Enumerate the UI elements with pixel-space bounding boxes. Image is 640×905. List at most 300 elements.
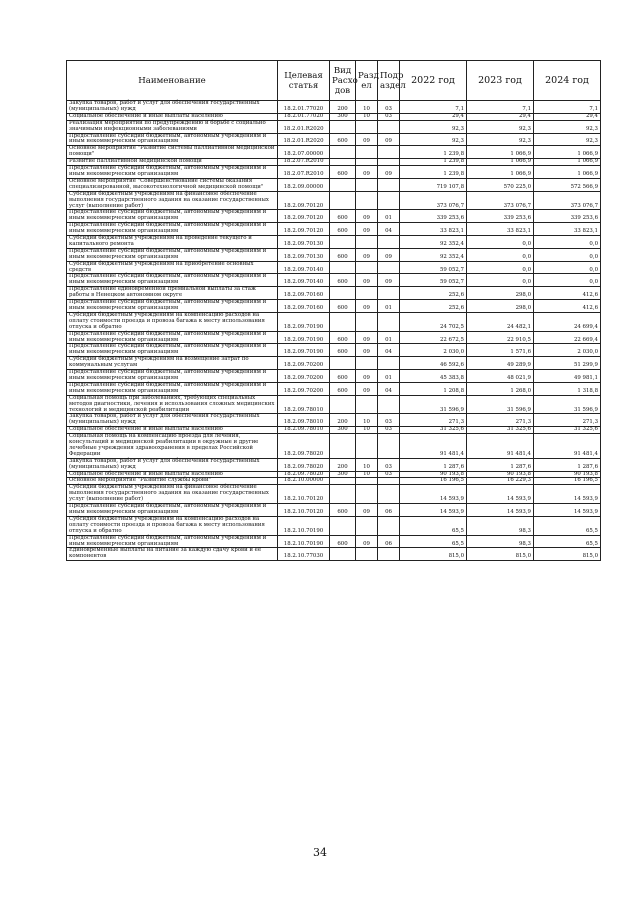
cell-2022: 719 107,8: [400, 178, 467, 191]
cell-2022: 31 325,6: [400, 427, 467, 434]
cell-2022: 24 702,5: [400, 312, 467, 331]
cell-subsection: [378, 478, 400, 485]
cell-2023: 1 066,9: [467, 159, 534, 166]
cell-2024: 815,0: [534, 548, 601, 561]
cell-subsection: 09: [378, 248, 400, 261]
cell-name: Субсидии бюджетным учреждениям на финансовое обеспечение выполнения государственного задания на оказание государственных услуг (выполнение работ): [67, 191, 278, 210]
cell-section: [356, 395, 378, 414]
cell-2023: 14 593,9: [467, 504, 534, 517]
cell-2023: 16 229,3: [467, 478, 534, 485]
cell-section: [356, 159, 378, 166]
table-row: [67, 370, 601, 383]
cell-2024: 92,3: [534, 120, 601, 133]
col-header-2022: 2022 год: [400, 61, 467, 101]
cell-type: 600: [330, 274, 356, 287]
cell-subsection: 03: [378, 458, 400, 471]
cell-2024: 2 030,0: [534, 344, 601, 357]
table-row: [67, 191, 601, 210]
cell-section: 09: [356, 133, 378, 146]
cell-2022: 252,6: [400, 300, 467, 313]
cell-2024: 271,3: [534, 414, 601, 427]
cell-target: 18.2.01.R2020: [278, 120, 330, 133]
cell-target: 18.2.09.70200: [278, 357, 330, 370]
cell-2022: 14 593,9: [400, 485, 467, 504]
cell-2023: 570 225,0: [467, 178, 534, 191]
cell-2024: 49 981,1: [534, 370, 601, 383]
cell-target: 18.2.09.70190: [278, 344, 330, 357]
cell-target: 18.2.09.78020: [278, 458, 330, 471]
cell-subsection: 09: [378, 133, 400, 146]
cell-name: Предоставление субсидий бюджетным, автономным учреждениям и иным некоммерческим организациям: [67, 535, 278, 548]
cell-target: 18.2.09.78020: [278, 434, 330, 459]
cell-2023: 1 571,6: [467, 344, 534, 357]
col-header-subsection: Подр аздел: [378, 61, 400, 101]
cell-type: [330, 287, 356, 300]
cell-2022: 91 481,4: [400, 434, 467, 459]
cell-name: Закупка товаров, работ и услуг для обеспечения государственных (муниципальных) нужд: [67, 414, 278, 427]
table-row: [67, 395, 601, 414]
cell-2023: 0,0: [467, 274, 534, 287]
cell-2023: 24 482,1: [467, 312, 534, 331]
cell-section: [356, 357, 378, 370]
cell-subsection: 09: [378, 274, 400, 287]
cell-type: [330, 434, 356, 459]
table-row: [67, 166, 601, 179]
cell-target: 18.2.09.70160: [278, 287, 330, 300]
cell-type: [330, 395, 356, 414]
cell-section: 10: [356, 101, 378, 114]
cell-name: Закупка товаров, работ и услуг для обеспечения государственных (муниципальных) нужд: [67, 458, 278, 471]
table-row: [67, 274, 601, 287]
cell-subsection: [378, 261, 400, 274]
table-row: [67, 146, 601, 159]
cell-2023: 0,0: [467, 261, 534, 274]
cell-name: Основное мероприятие "Развитие системы паллиативной медицинской помощи": [67, 146, 278, 159]
cell-section: 09: [356, 210, 378, 223]
cell-target: 18.2.09.70190: [278, 312, 330, 331]
cell-target: 18.2.09.70190: [278, 331, 330, 344]
budget-table: [66, 60, 601, 561]
cell-type: 600: [330, 504, 356, 517]
cell-2022: 1 239,8: [400, 166, 467, 179]
cell-section: [356, 146, 378, 159]
cell-2023: 1 287,6: [467, 458, 534, 471]
cell-subsection: [378, 159, 400, 166]
cell-section: [356, 548, 378, 561]
cell-2024: 31 596,9: [534, 395, 601, 414]
cell-target: 18.2.10.70120: [278, 504, 330, 517]
cell-name: Предоставление субсидий бюджетным, автономным учреждениям и иным некоммерческим организациям: [67, 331, 278, 344]
cell-subsection: 03: [378, 414, 400, 427]
cell-subsection: [378, 516, 400, 535]
page-number: 34: [313, 846, 327, 859]
cell-2024: 65,5: [534, 535, 601, 548]
cell-2022: 373 076,7: [400, 191, 467, 210]
cell-2024: 24 699,4: [534, 312, 601, 331]
cell-target: 18.2.01.77020: [278, 113, 330, 120]
cell-2023: 298,0: [467, 287, 534, 300]
col-header-2023: 2023 год: [467, 61, 534, 101]
cell-subsection: [378, 287, 400, 300]
cell-name: Реализация мероприятий по предупреждению и борьбе с социально значимыми инфекционными заболеваниями: [67, 120, 278, 133]
cell-2023: 91 481,4: [467, 434, 534, 459]
cell-subsection: 03: [378, 427, 400, 434]
cell-name: Социальная помощь при заболеваниях, требующих специальных методов диагностики, лечения и использования сложных медицинских технологий и медицинской реабилитации: [67, 395, 278, 414]
cell-type: [330, 516, 356, 535]
cell-2023: 815,0: [467, 548, 534, 561]
cell-2022: 16 196,5: [400, 478, 467, 485]
cell-name: Предоставление субсидий бюджетным, автономным учреждениям и иным некоммерческим организациям: [67, 166, 278, 179]
cell-target: 18.2.07.R2010: [278, 166, 330, 179]
cell-target: 18.2.01.R2020: [278, 133, 330, 146]
cell-subsection: 04: [378, 223, 400, 236]
cell-target: 18.2.07.00000: [278, 146, 330, 159]
cell-type: 600: [330, 300, 356, 313]
cell-subsection: [378, 548, 400, 561]
cell-section: 09: [356, 504, 378, 517]
cell-type: 600: [330, 166, 356, 179]
cell-2023: 373 076,7: [467, 191, 534, 210]
cell-type: 600: [330, 210, 356, 223]
cell-section: [356, 312, 378, 331]
cell-subsection: [378, 357, 400, 370]
table-row: [67, 178, 601, 191]
cell-name: Социальное обеспечение и иные выплаты населению: [67, 113, 278, 120]
cell-subsection: [378, 191, 400, 210]
cell-2024: 1 318,8: [534, 382, 601, 395]
cell-type: 600: [330, 331, 356, 344]
table-row: [67, 300, 601, 313]
cell-2024: 373 076,7: [534, 191, 601, 210]
cell-type: 600: [330, 223, 356, 236]
cell-subsection: 03: [378, 471, 400, 478]
cell-2022: 65,5: [400, 516, 467, 535]
cell-section: [356, 120, 378, 133]
cell-name: Предоставление субсидий бюджетным, автономным учреждениям и иным некоммерческим организациям: [67, 274, 278, 287]
cell-2022: 33 823,1: [400, 223, 467, 236]
col-header-2024: 2024 год: [534, 61, 601, 101]
cell-2022: 815,0: [400, 548, 467, 561]
cell-target: 18.2.09.78020: [278, 471, 330, 478]
cell-type: [330, 159, 356, 166]
cell-2023: 98,3: [467, 516, 534, 535]
cell-type: 300: [330, 471, 356, 478]
table-row: [67, 120, 601, 133]
cell-2022: 14 593,9: [400, 504, 467, 517]
cell-name: Социальное обеспечение и иные выплаты населению: [67, 471, 278, 478]
cell-section: 10: [356, 427, 378, 434]
cell-name: Предоставление субсидий бюджетным, автономным учреждениям и иным некоммерческим организациям: [67, 133, 278, 146]
cell-2022: 1 287,6: [400, 458, 467, 471]
cell-type: 200: [330, 414, 356, 427]
cell-2022: 92 352,4: [400, 236, 467, 249]
cell-2024: 0,0: [534, 274, 601, 287]
cell-target: 18.2.10.00000: [278, 478, 330, 485]
cell-type: [330, 236, 356, 249]
cell-name: Предоставление субсидий бюджетным, автономным учреждениям и иным некоммерческим организациям: [67, 210, 278, 223]
cell-2023: 92,3: [467, 133, 534, 146]
cell-type: 300: [330, 113, 356, 120]
cell-type: 600: [330, 382, 356, 395]
cell-2024: 1 287,6: [534, 458, 601, 471]
cell-2022: 7,1: [400, 101, 467, 114]
cell-subsection: [378, 312, 400, 331]
cell-2023: 92,3: [467, 120, 534, 133]
cell-type: [330, 478, 356, 485]
cell-2024: 29,4: [534, 113, 601, 120]
cell-name: Субсидия бюджетным учреждениям на компенсацию расходов на оплату стоимости проезда и провоза багажа к месту использования отпуска и обратно: [67, 516, 278, 535]
cell-subsection: 06: [378, 504, 400, 517]
header-row: [67, 61, 601, 101]
cell-type: [330, 357, 356, 370]
table-row: [67, 504, 601, 517]
cell-type: [330, 485, 356, 504]
cell-target: 18.2.10.70190: [278, 535, 330, 548]
cell-section: [356, 516, 378, 535]
cell-2024: 1 066,9: [534, 146, 601, 159]
cell-2024: 7,1: [534, 101, 601, 114]
cell-2024: 31 325,6: [534, 427, 601, 434]
cell-type: 200: [330, 458, 356, 471]
table-row: [67, 248, 601, 261]
cell-name: Предоставление субсидий бюджетным, автономным учреждениям и иным некоммерческим организациям: [67, 370, 278, 383]
cell-name: Единовременные выплаты на питание за каждую сдачу крови и её компонентов: [67, 548, 278, 561]
cell-section: 10: [356, 458, 378, 471]
cell-section: 09: [356, 344, 378, 357]
cell-section: [356, 485, 378, 504]
cell-2024: 92,3: [534, 133, 601, 146]
cell-2024: 33 823,1: [534, 223, 601, 236]
cell-2023: 31 596,9: [467, 395, 534, 414]
cell-2024: 412,6: [534, 300, 601, 313]
cell-name: Развитие паллиативной медицинской помощи: [67, 159, 278, 166]
table-row: [67, 344, 601, 357]
cell-2024: 0,0: [534, 248, 601, 261]
cell-type: [330, 261, 356, 274]
cell-target: 18.2.09.70160: [278, 300, 330, 313]
cell-2022: 271,3: [400, 414, 467, 427]
cell-2024: 16 196,5: [534, 478, 601, 485]
cell-target: 18.2.09.70200: [278, 370, 330, 383]
cell-target: 18.2.10.70190: [278, 516, 330, 535]
col-header-name: Наименование: [67, 61, 278, 101]
col-header-section: Разд ел: [356, 61, 378, 101]
table-body: [67, 101, 601, 561]
cell-type: 600: [330, 344, 356, 357]
cell-section: [356, 261, 378, 274]
cell-target: 18.2.09.70120: [278, 191, 330, 210]
cell-2022: 46 592,6: [400, 357, 467, 370]
cell-subsection: 01: [378, 331, 400, 344]
cell-2022: 2 030,0: [400, 344, 467, 357]
cell-2024: 0,0: [534, 261, 601, 274]
cell-2024: 91 481,4: [534, 434, 601, 459]
cell-subsection: [378, 395, 400, 414]
cell-2022: 252,6: [400, 287, 467, 300]
cell-subsection: 04: [378, 382, 400, 395]
cell-subsection: [378, 236, 400, 249]
cell-target: 18.2.01.77020: [278, 101, 330, 114]
table-row: [67, 210, 601, 223]
cell-section: [356, 191, 378, 210]
cell-type: [330, 178, 356, 191]
cell-target: 18.2.10.70120: [278, 485, 330, 504]
cell-name: Субсидии бюджетным учреждениям на финансовое обеспечение выполнения государственного задания на оказание государственных услуг (выполнение работ): [67, 485, 278, 504]
cell-name: Предоставление единовременной премиальной выплаты за стаж работы в Ненецком автономном округе: [67, 287, 278, 300]
cell-type: 200: [330, 101, 356, 114]
cell-subsection: 01: [378, 210, 400, 223]
cell-2024: 14 593,9: [534, 504, 601, 517]
cell-subsection: 06: [378, 535, 400, 548]
cell-2022: 59 052,7: [400, 261, 467, 274]
cell-section: 09: [356, 300, 378, 313]
cell-type: 600: [330, 133, 356, 146]
cell-section: 09: [356, 382, 378, 395]
cell-type: 600: [330, 535, 356, 548]
table-row: [67, 434, 601, 459]
cell-section: 09: [356, 166, 378, 179]
cell-2022: 65,5: [400, 535, 467, 548]
cell-2024: 0,0: [534, 236, 601, 249]
cell-2022: 1 239,8: [400, 146, 467, 159]
cell-target: 18.2.09.78010: [278, 395, 330, 414]
cell-type: 600: [330, 248, 356, 261]
cell-2023: 98,3: [467, 535, 534, 548]
table-row: [67, 287, 601, 300]
cell-name: Субсидии бюджетным учреждениям на проведение текущего и капитального ремонта: [67, 236, 278, 249]
cell-name: Предоставление субсидий бюджетным, автономным учреждениям и иным некоммерческим организациям: [67, 223, 278, 236]
cell-section: 09: [356, 331, 378, 344]
cell-name: Предоставление субсидий бюджетным, автономным учреждениям и иным некоммерческим организациям: [67, 300, 278, 313]
table-row: [67, 485, 601, 504]
cell-subsection: 01: [378, 370, 400, 383]
cell-name: Закупка товаров, работ и услуг для обеспечения государственных (муниципальных) нужд: [67, 101, 278, 114]
cell-2022: 92,3: [400, 133, 467, 146]
col-header-target: Целевая статья: [278, 61, 330, 101]
cell-section: [356, 178, 378, 191]
cell-2023: 14 593,9: [467, 485, 534, 504]
budget-sheet: [66, 60, 600, 561]
cell-section: 09: [356, 248, 378, 261]
cell-2023: 49 289,9: [467, 357, 534, 370]
col-header-type: Вид Расхо дов: [330, 61, 356, 101]
table-row: [67, 516, 601, 535]
cell-2023: 29,4: [467, 113, 534, 120]
table-row: [67, 223, 601, 236]
cell-name: Основное мероприятие "Развитие службы крови": [67, 478, 278, 485]
cell-2023: 0,0: [467, 248, 534, 261]
cell-2024: 22 669,4: [534, 331, 601, 344]
cell-name: Социальное обеспечение и иные выплаты населению: [67, 427, 278, 434]
cell-2022: 22 672,5: [400, 331, 467, 344]
cell-section: 09: [356, 223, 378, 236]
cell-section: 10: [356, 414, 378, 427]
cell-2024: 1 066,9: [534, 159, 601, 166]
cell-2024: 65,5: [534, 516, 601, 535]
cell-target: 18.2.09.70140: [278, 274, 330, 287]
table-row: [67, 101, 601, 114]
cell-2023: 271,3: [467, 414, 534, 427]
cell-2022: 1 208,8: [400, 382, 467, 395]
cell-2023: 1 268,0: [467, 382, 534, 395]
cell-name: Предоставление субсидий бюджетным, автономным учреждениям и иным некоммерческим организациям: [67, 344, 278, 357]
cell-target: 18.2.09.70200: [278, 382, 330, 395]
cell-type: [330, 120, 356, 133]
cell-2022: 59 052,7: [400, 274, 467, 287]
cell-type: 600: [330, 370, 356, 383]
cell-2022: 92 352,4: [400, 248, 467, 261]
cell-2024: 51 299,9: [534, 357, 601, 370]
cell-section: [356, 236, 378, 249]
cell-2023: 0,0: [467, 236, 534, 249]
cell-2023: 90 193,8: [467, 471, 534, 478]
cell-2023: 1 066,9: [467, 166, 534, 179]
cell-subsection: 03: [378, 101, 400, 114]
table-row: [67, 236, 601, 249]
cell-section: 10: [356, 113, 378, 120]
cell-target: 18.2.09.78010: [278, 414, 330, 427]
cell-target: 18.2.09.70140: [278, 261, 330, 274]
cell-2024: 1 066,9: [534, 166, 601, 179]
cell-2023: 22 910,5: [467, 331, 534, 344]
table-row: [67, 548, 601, 561]
cell-2023: 298,0: [467, 300, 534, 313]
cell-name: Предоставление субсидий бюджетным, автономным учреждениям и иным некоммерческим организациям: [67, 504, 278, 517]
table-row: [67, 458, 601, 471]
cell-section: 10: [356, 471, 378, 478]
cell-2023: 48 021,9: [467, 370, 534, 383]
cell-2022: 339 253,6: [400, 210, 467, 223]
cell-2024: 412,6: [534, 287, 601, 300]
cell-name: Социальная помощь на компенсацию проезда для лечения, консультаций и медицинской реабилитации в окружные и другие лечебные учреждения здравоохранения в пределах Российской Федерации: [67, 434, 278, 459]
cell-section: 09: [356, 535, 378, 548]
cell-2023: 33 823,1: [467, 223, 534, 236]
cell-2024: 90 193,8: [534, 471, 601, 478]
cell-subsection: [378, 146, 400, 159]
cell-name: Предоставление субсидий бюджетным, автономным учреждениям и иным некоммерческим организациям: [67, 248, 278, 261]
cell-section: [356, 287, 378, 300]
cell-name: Субсидии бюджетным учреждениям на приобретение основных средств: [67, 261, 278, 274]
cell-2022: 31 596,9: [400, 395, 467, 414]
cell-section: [356, 434, 378, 459]
table-row: [67, 382, 601, 395]
cell-name: Субсидия бюджетным учреждениям на компенсацию расходов на оплату стоимости проезда и провоза багажа к месту использования отпуска и обратно: [67, 312, 278, 331]
table-row: [67, 414, 601, 427]
cell-2023: 339 253,6: [467, 210, 534, 223]
cell-name: Субсидии бюджетным учреждениям на возмещение затрат по коммунальным услугам: [67, 357, 278, 370]
table-row: [67, 312, 601, 331]
cell-target: 18.2.09.70120: [278, 223, 330, 236]
cell-2022: 45 383,8: [400, 370, 467, 383]
cell-2023: 1 066,9: [467, 146, 534, 159]
cell-2024: 572 566,9: [534, 178, 601, 191]
cell-type: [330, 548, 356, 561]
cell-target: 18.2.09.00000: [278, 178, 330, 191]
cell-type: [330, 146, 356, 159]
cell-target: 18.2.07.R2010: [278, 159, 330, 166]
cell-2023: 7,1: [467, 101, 534, 114]
cell-subsection: 01: [378, 300, 400, 313]
cell-subsection: [378, 434, 400, 459]
cell-target: 18.2.09.70130: [278, 248, 330, 261]
cell-subsection: 03: [378, 113, 400, 120]
cell-type: [330, 312, 356, 331]
cell-subsection: 04: [378, 344, 400, 357]
cell-subsection: [378, 178, 400, 191]
cell-section: 09: [356, 274, 378, 287]
cell-subsection: 09: [378, 166, 400, 179]
cell-2024: 339 253,6: [534, 210, 601, 223]
